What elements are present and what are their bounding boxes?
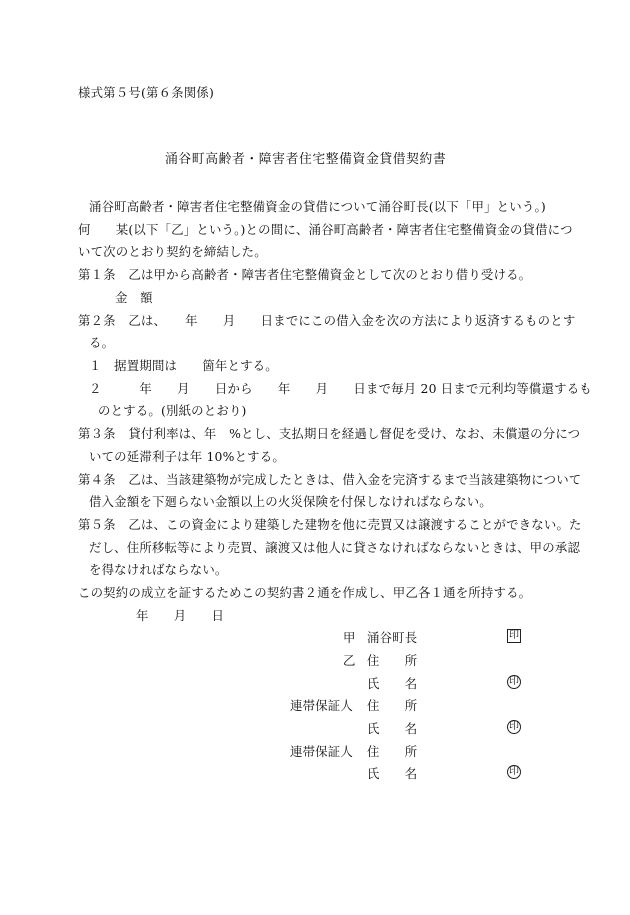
document-title: 涌谷町高齢者・障害者住宅整備資金貸借契約書 (165, 152, 447, 167)
article-2-item-1: １ 据置期間は 箇年とする。 (89, 358, 278, 373)
party-a-name: 涌谷町長 (367, 630, 418, 645)
article-1: 第１条 乙は甲から高齢者・障害者住宅整備資金として次のとおり借り受ける。 (78, 267, 532, 282)
article-5-line-2: だし、住所移転等により売買、譲渡又は他人に貸さなければならないときは、甲の承認 (89, 540, 581, 555)
article-5-line-3: を得なければならない。 (89, 562, 228, 577)
article-2-line-2: る。 (89, 335, 115, 350)
party-a-label: 甲 (343, 630, 356, 645)
contract-date: 年 月 日 (136, 608, 225, 623)
article-3-line-1: 第３条 貸付利率は、年 %とし、支払期日を経過し督促を受け、なお、未償還の分につ (78, 426, 581, 441)
article-2-item-2-line-1: ２ 年 月 日から 年 月 日まで毎月 20 日まで元利均等償還するも (89, 381, 592, 396)
article-3-line-2: いての延滞利子は年 10%とする。 (89, 449, 285, 464)
guarantor-1-label: 連帯保証人 (290, 698, 353, 713)
guarantor-2-seal: 印 (509, 766, 519, 777)
closing-statement: この契約の成立を証するためこの契約書２通を作成し、甲乙各１通を所持する。 (78, 585, 532, 600)
guarantor-1-name-label: 氏 名 (367, 721, 418, 736)
guarantor-2-label: 連帯保証人 (290, 744, 353, 759)
article-2-line-1: 第２条 乙は、 年 月 日までにこの借入金を次の方法により返済するものとす (78, 313, 576, 328)
article-4-line-1: 第４条 乙は、当該建築物が完成したときは、借入金を完済するまで当該建築物について (78, 472, 582, 487)
article-5-line-1: 第５条 乙は、この資金により建築した建物を他に売買又は譲渡することができない。た (78, 517, 582, 532)
party-b-address-label: 住 所 (367, 653, 418, 668)
preamble-line-2: 何 某(以下「乙」という。)との間に、涌谷町高齢者・障害者住宅整備資金の貸借につ (78, 222, 573, 237)
party-b-seal: 印 (509, 676, 519, 687)
guarantor-2-address-label: 住 所 (367, 744, 418, 759)
party-a-seal: 印 (509, 630, 519, 641)
article-4-line-2: 借入金額を下廻らない金額以上の火災保険を付保しなければならない。 (89, 494, 492, 509)
party-b-name-label: 氏 名 (367, 676, 418, 691)
guarantor-1-address-label: 住 所 (367, 698, 418, 713)
preamble-line-3: いて次のとおり契約を締結した。 (78, 244, 267, 259)
guarantor-2-name-label: 氏 名 (367, 766, 418, 781)
article-2-item-2-line-2: のとする。(別紙のとおり) (98, 403, 247, 418)
form-number: 様式第５号(第６条関係) (78, 85, 214, 100)
preamble-line-1: 涌谷町高齢者・障害者住宅整備資金の貸借について涌谷町長(以下「甲」という。) (89, 199, 546, 214)
guarantor-1-seal: 印 (509, 721, 519, 732)
article-1-amount: 金 額 (115, 290, 153, 305)
party-b-label: 乙 (343, 653, 356, 668)
